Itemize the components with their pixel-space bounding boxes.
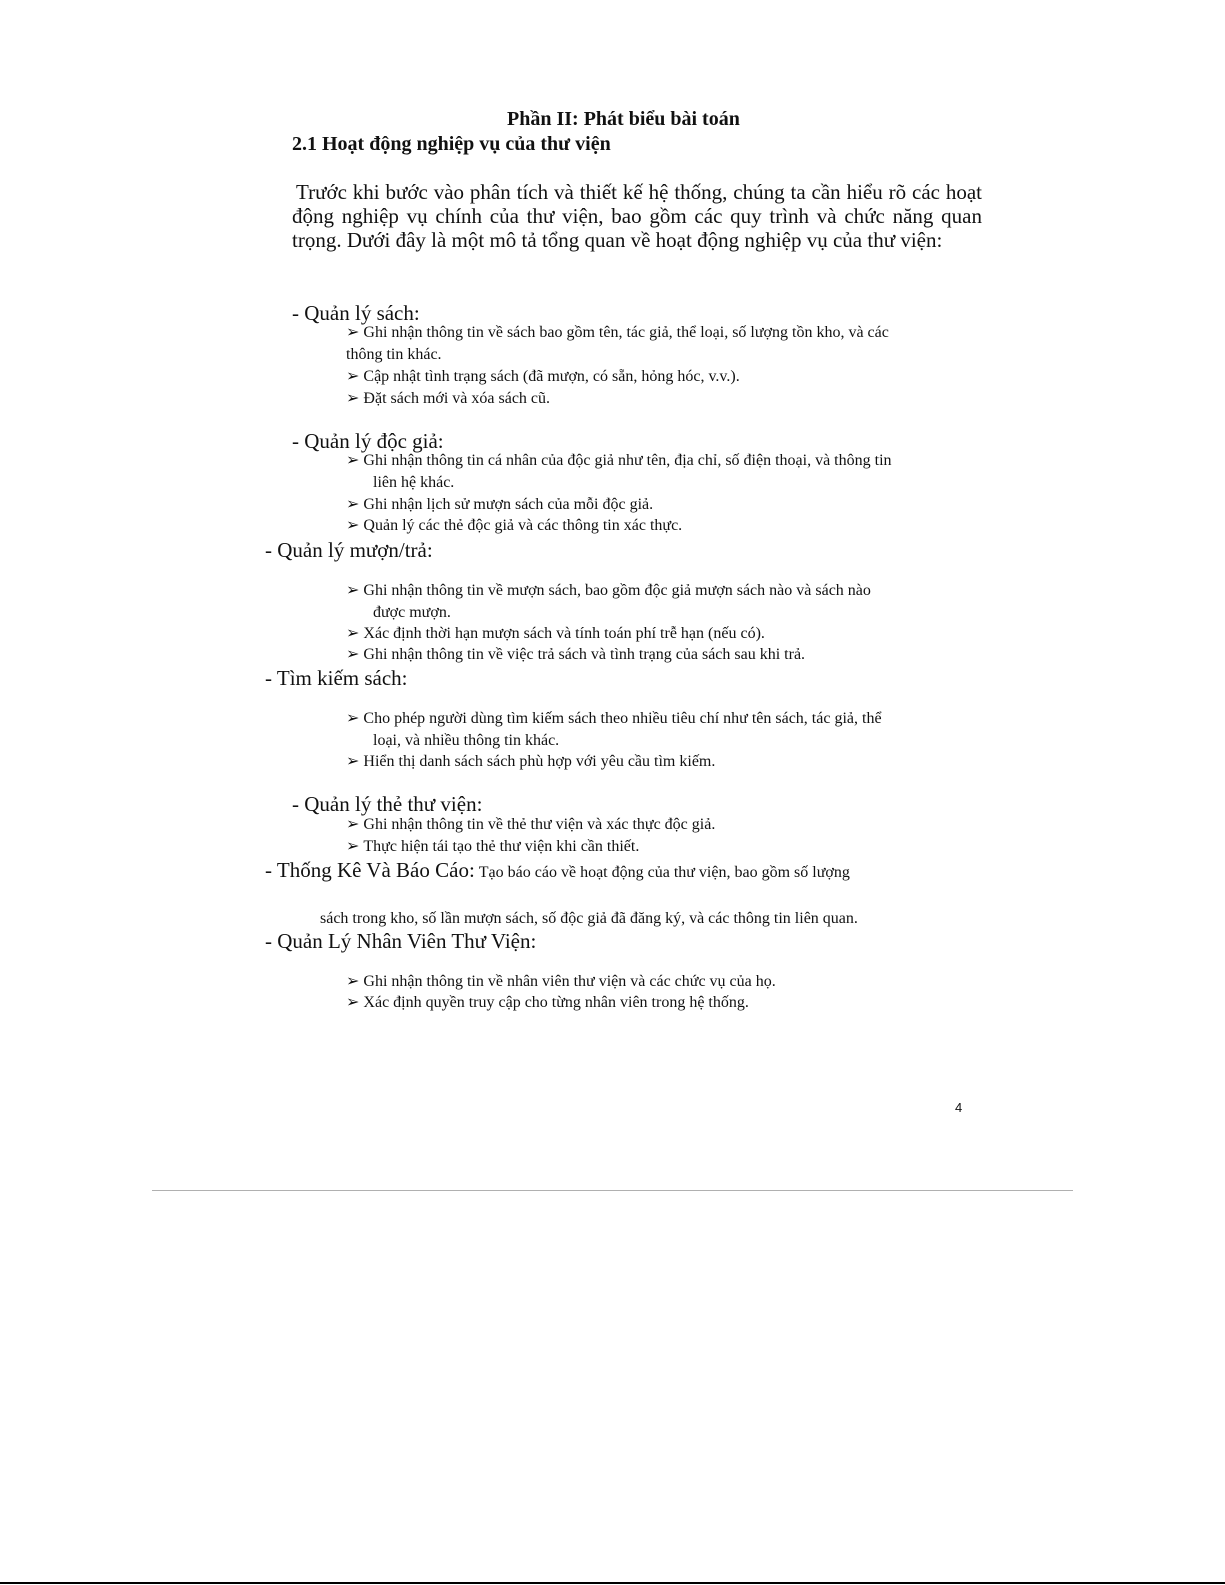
statistics-text: Tạo báo cáo về hoạt động của thư viện, bao gồm số lượng (478, 864, 850, 881)
page-separator (152, 1190, 1073, 1191)
bullet-item: ➢ Đặt sách mới và xóa sách cũ. (346, 390, 551, 407)
page-title: Phần II: Phát biểu bài toán (507, 108, 740, 130)
heading-reader-management: - Quản lý độc giả: (292, 429, 444, 453)
bullet-item: ➢ Xác định thời hạn mượn sách và tính toán phí trễ hạn (nếu có). (346, 625, 765, 642)
page-number: 4 (955, 1100, 963, 1115)
arrow-bullet-icon: ➢ (346, 838, 360, 855)
bullet-item: ➢ Ghi nhận thông tin về thẻ thư viện và xác thực độc giả. (346, 816, 716, 833)
bullet-item: ➢ Ghi nhận thông tin về mượn sách, bao gồm độc giả mượn sách nào và sách nào (346, 582, 871, 599)
bullet-item: ➢ Ghi nhận lịch sử mượn sách của mỗi độc giả. (346, 496, 654, 513)
arrow-bullet-icon: ➢ (346, 452, 360, 469)
bullet-item: ➢ Ghi nhận thông tin cá nhân của độc giả như tên, địa chỉ, số điện thoại, và thông tin (346, 452, 892, 469)
arrow-bullet-icon: ➢ (346, 582, 360, 599)
bottom-border (0, 1582, 1225, 1584)
arrow-bullet-icon: ➢ (346, 496, 360, 513)
bullet-item-continuation: thông tin khác. (346, 346, 442, 363)
bullet-item: ➢ Quản lý các thẻ độc giả và các thông tin xác thực. (346, 517, 683, 534)
bullet-item: ➢ Cập nhật tình trạng sách (đã mượn, có sẵn, hỏng hóc, v.v.). (346, 368, 740, 385)
arrow-bullet-icon: ➢ (346, 973, 360, 990)
heading-staff-management: - Quản Lý Nhân Viên Thư Viện: (265, 929, 537, 953)
bullet-item: ➢ Hiển thị danh sách sách phù hợp với yêu cầu tìm kiếm. (346, 753, 716, 770)
section-subtitle: 2.1 Hoạt động nghiệp vụ của thư viện (292, 133, 611, 155)
arrow-bullet-icon: ➢ (346, 816, 360, 833)
bullet-item: ➢ Thực hiện tái tạo thẻ thư viện khi cần thiết. (346, 838, 640, 855)
bullet-item: ➢ Xác định quyền truy cập cho từng nhân viên trong hệ thống. (346, 994, 749, 1011)
heading-borrow-return: - Quản lý mượn/trả: (265, 538, 433, 562)
statistics-line (265, 860, 850, 881)
bullet-item: ➢ Cho phép người dùng tìm kiếm sách theo nhiều tiêu chí như tên sách, tác giả, thể (346, 710, 882, 727)
bullet-item: ➢ Ghi nhận thông tin về việc trả sách và tình trạng của sách sau khi trả. (346, 646, 806, 663)
bullet-item-continuation: loại, và nhiều thông tin khác. (373, 732, 560, 749)
bullet-item-continuation: liên hệ khác. (373, 474, 455, 491)
heading-book-search: - Tìm kiếm sách: (265, 666, 408, 690)
bullet-item-continuation: được mượn. (373, 604, 451, 621)
arrow-bullet-icon: ➢ (346, 710, 360, 727)
arrow-bullet-icon: ➢ (346, 625, 360, 642)
heading-book-management: - Quản lý sách: (292, 301, 420, 325)
bullet-item: ➢ Ghi nhận thông tin về sách bao gồm tên, tác giả, thể loại, số lượng tồn kho, và các (346, 324, 889, 341)
heading-statistics: - Thống Kê Và Báo Cáo: (265, 858, 475, 882)
arrow-bullet-icon: ➢ (346, 324, 360, 341)
arrow-bullet-icon: ➢ (346, 368, 360, 385)
arrow-bullet-icon: ➢ (346, 994, 360, 1011)
arrow-bullet-icon: ➢ (346, 390, 360, 407)
heading-library-card: - Quản lý thẻ thư viện: (292, 792, 483, 816)
arrow-bullet-icon: ➢ (346, 646, 360, 663)
statistics-text-continuation: sách trong kho, số lần mượn sách, số độc giả đã đăng ký, và các thông tin liên quan. (320, 910, 858, 927)
bullet-item: ➢ Ghi nhận thông tin về nhân viên thư viện và các chức vụ của họ. (346, 973, 776, 990)
intro-paragraph: Trước khi bước vào phân tích và thiết kế hệ thống, chúng ta cần hiểu rõ các hoạt động nghiệp vụ chính của thư viện, bao gồm các quy trình và chức năng quan trọng. Dưới đây là một mô tả tổng quan về hoạt động nghiệp vụ của thư viện: (292, 180, 982, 252)
arrow-bullet-icon: ➢ (346, 517, 360, 534)
arrow-bullet-icon: ➢ (346, 753, 360, 770)
